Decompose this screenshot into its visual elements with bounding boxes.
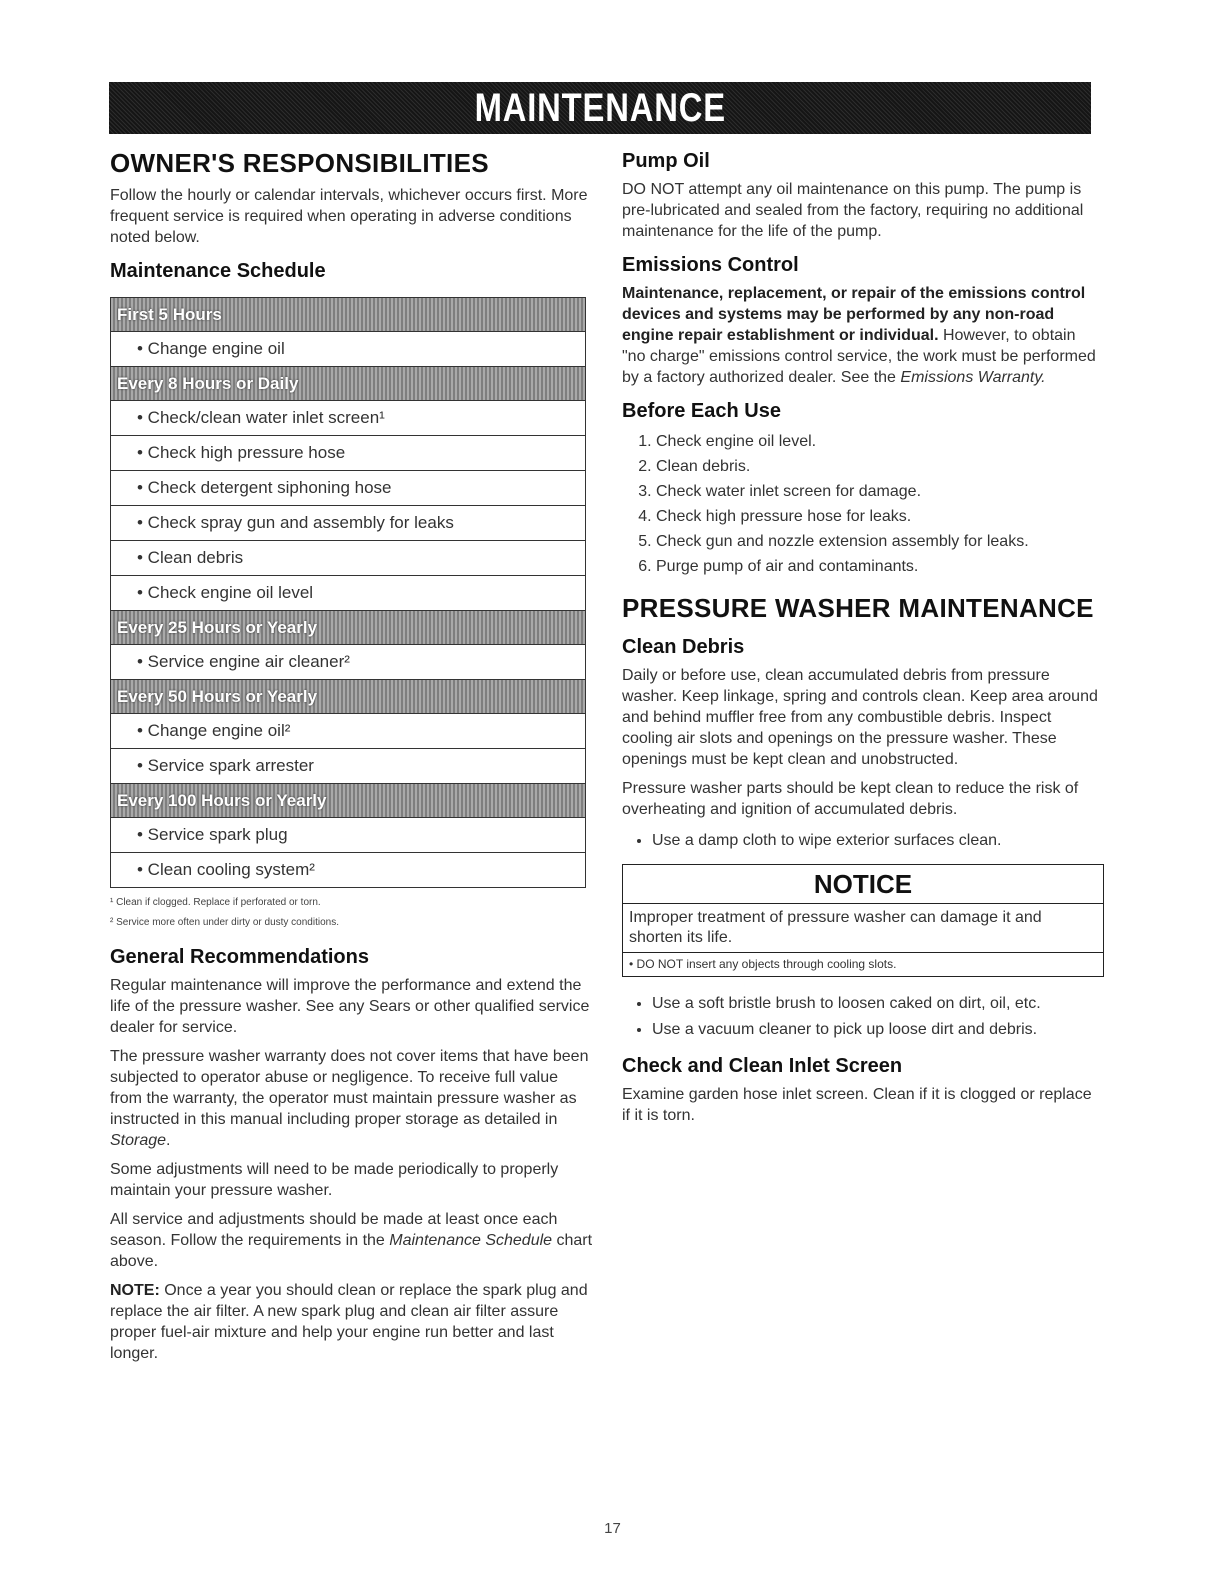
schedule-task-row: • Check/clean water inlet screen¹ (111, 401, 585, 436)
maintenance-schedule-table (110, 297, 586, 888)
emissions-control-heading: Emissions Control (622, 254, 799, 276)
general-p2-text: The pressure washer warranty does not cover items that have been subjected to operator abuse or negligence. To receive full value from the warranty, the operator must maintain pressure washer as instructed in this manual including proper storage as detailed in (110, 1048, 589, 1128)
general-paragraph-4 (110, 1209, 594, 1272)
general-paragraph-2 (110, 1046, 594, 1151)
schedule-interval-header: Every 50 Hours or Yearly (111, 680, 585, 714)
schedule-task-row: • Check high pressure hose (111, 436, 585, 471)
schedule-interval-header: First 5 Hours (111, 298, 585, 332)
clean-debris-paragraph-2: Pressure washer parts should be kept clean to reduce the risk of overheating and ignition of accumulated debris. (622, 780, 1079, 818)
page-number: 17 (604, 1520, 621, 1537)
schedule-task-row: • Clean debris (111, 541, 585, 576)
maintenance-schedule-heading: Maintenance Schedule (110, 260, 326, 282)
schedule-task-row: • Change engine oil (111, 332, 585, 367)
note-text: Once a year you should clean or replace the spark plug and replace the air filter. A new spark plug and clean air filter assure proper fuel-air mixture and help your engine run better and last longer. (110, 1282, 588, 1362)
clean-debris-paragraph-1: Daily or before use, clean accumulated debris from pressure washer. Keep linkage, spring and controls clean. Keep area around and behind muffler free from any combustible debris. Inspect cooling air slots and openings on the pressure washer. These openings must be kept clean and unobstructed. (622, 667, 1098, 768)
list-item: 5. Check gun and nozzle extension assembly for leaks. (656, 529, 1102, 554)
notice-title: NOTICE (623, 865, 1103, 904)
banner-title: MAINTENANCE (474, 85, 726, 130)
pressure-washer-maintenance-heading: PRESSURE WASHER MAINTENANCE (622, 593, 1094, 623)
schedule-task-row: • Clean cooling system² (111, 853, 585, 887)
inlet-screen-heading: Check and Clean Inlet Screen (622, 1055, 903, 1077)
schedule-task-row: • Check engine oil level (111, 576, 585, 611)
footnote-2: ² Service more often under dirty or dusty conditions. (110, 917, 339, 928)
inlet-screen-text: Examine garden hose inlet screen. Clean if it is clogged or replace if it is torn. (622, 1086, 1092, 1124)
maintenance-banner (109, 82, 1091, 134)
list-item: 6. Purge pump of air and contaminants. (656, 554, 1102, 579)
pump-oil-text: DO NOT attempt any oil maintenance on this pump. The pump is pre-lubricated and sealed from the factory, requiring no additional maintenance for the life of the pump. (622, 181, 1084, 240)
emissions-warranty-reference: Emissions Warranty. (900, 369, 1046, 386)
schedule-task-row: • Service spark plug (111, 818, 585, 853)
general-paragraph-1: Regular maintenance will improve the performance and extend the life of the pressure washer. See any Sears or other qualified service dealer for service. (110, 977, 590, 1036)
general-p2-end: . (166, 1132, 171, 1149)
owner-responsibilities-heading: OWNER'S RESPONSIBILITIES (110, 148, 489, 178)
list-item: • Use a soft bristle brush to loosen caked on dirt, oil, etc. (652, 991, 1102, 1017)
schedule-reference: Maintenance Schedule (389, 1232, 553, 1249)
list-item: • Use a vacuum cleaner to pick up loose dirt and debris. (652, 1017, 1102, 1043)
notice-text: Improper treatment of pressure washer can damage it and shorten its life. (623, 904, 1103, 953)
footnote-1: ¹ Clean if clogged. Replace if perforated or torn. (110, 897, 321, 908)
general-recommendations-heading: General Recommendations (110, 946, 369, 968)
schedule-task-row: • Check detergent siphoning hose (111, 471, 585, 506)
list-item: 3. Check water inlet screen for damage. (656, 479, 1102, 504)
storage-reference: Storage (110, 1132, 167, 1149)
notice-bullet: • DO NOT insert any objects through cooling slots. (629, 957, 897, 971)
list-item: 1. Check engine oil level. (656, 429, 1102, 454)
list-item: 2. Clean debris. (656, 454, 1102, 479)
schedule-interval-header: Every 100 Hours or Yearly (111, 784, 585, 818)
general-p4-text: All service and adjustments should be made at least once each season. Follow the requirements in the (110, 1211, 558, 1249)
notice-box (622, 864, 1104, 977)
schedule-task-row: • Service spark arrester (111, 749, 585, 784)
emissions-bold-text: Maintenance, replacement, or repair of the emissions control devices and systems may be performed by any non-road engine repair establishment or individual. (622, 285, 1086, 344)
schedule-interval-header: Every 25 Hours or Yearly (111, 611, 585, 645)
list-item: 4. Check high pressure hose for leaks. (656, 504, 1102, 529)
emissions-control-text (622, 283, 1102, 388)
note-paragraph (110, 1280, 594, 1364)
schedule-task-row: • Check spray gun and assembly for leaks (111, 506, 585, 541)
clean-debris-bullets-2 (622, 991, 1102, 1043)
right-column (622, 148, 1102, 1134)
left-column (110, 148, 594, 1372)
clean-debris-bullets-1 (622, 828, 1102, 854)
before-each-use-list (622, 429, 1102, 579)
clean-debris-heading: Clean Debris (622, 636, 745, 658)
schedule-task-row: • Service engine air cleaner² (111, 645, 585, 680)
list-item: • Use a damp cloth to wipe exterior surfaces clean. (652, 828, 1102, 854)
pump-oil-heading: Pump Oil (622, 150, 710, 172)
owner-responsibilities-text: Follow the hourly or calendar intervals, whichever occurs first. More frequent service is required when operating in adverse conditions noted below. (110, 187, 588, 246)
schedule-interval-header: Every 8 Hours or Daily (111, 367, 585, 401)
schedule-task-row: • Change engine oil² (111, 714, 585, 749)
before-each-use-heading: Before Each Use (622, 400, 781, 422)
general-p4-end: chart above. (110, 1232, 593, 1270)
general-paragraph-3: Some adjustments will need to be made periodically to properly maintain your pressure washer. (110, 1161, 559, 1199)
emissions-text: However, to obtain "no charge" emissions control service, the work must be performed by a factory authorized dealer. See the (622, 327, 1096, 386)
note-label: NOTE: (110, 1282, 160, 1299)
